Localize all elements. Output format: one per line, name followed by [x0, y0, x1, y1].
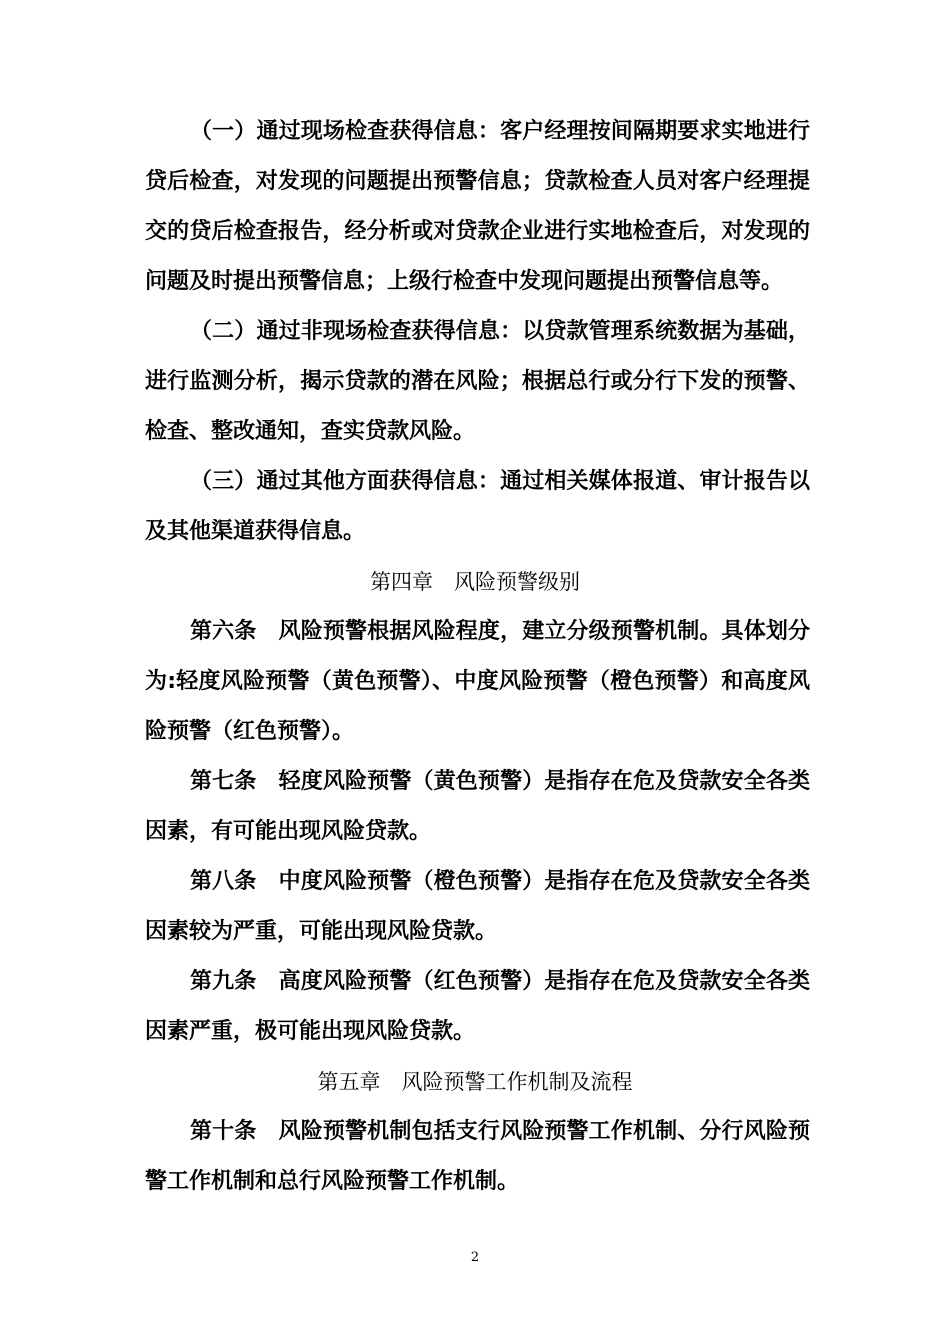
paragraph-line: 检查、整改通知，查实贷款风险。	[145, 419, 476, 444]
paragraph-line: 贷后检查，对发现的问题提出预警信息；贷款检查人员对客户经理提	[145, 169, 810, 194]
paragraph-line: 因素，有可能出现风险贷款。	[145, 819, 432, 844]
paragraph-line: 第六条 风险预警根据风险程度，建立分级预警机制。具体划分	[190, 619, 810, 644]
chapter-heading: 第四章 风险预警级别	[370, 570, 580, 594]
paragraph-line: （一）通过现场检查获得信息：客户经理按间隔期要求实地进行	[190, 119, 810, 144]
paragraph-line: 第八条 中度风险预警（橙色预警）是指存在危及贷款安全各类	[190, 869, 810, 894]
paragraph-line: （二）通过非现场检查获得信息：以贷款管理系统数据为基础，	[190, 319, 810, 344]
paragraph-line: 进行监测分析，揭示贷款的潜在风险；根据总行或分行下发的预警、	[145, 369, 810, 394]
paragraph-line: 及其他渠道获得信息。	[145, 519, 366, 544]
paragraph-line: 第七条 轻度风险预警（黄色预警）是指存在危及贷款安全各类	[190, 769, 810, 794]
paragraph-line: （三）通过其他方面获得信息：通过相关媒体报道、审计报告以	[190, 469, 810, 494]
paragraph-line: 险预警（红色预警）。	[145, 719, 355, 744]
paragraph-line: 因素严重，极可能出现风险贷款。	[145, 1019, 476, 1044]
paragraph-line: 警工作机制和总行风险预警工作机制。	[145, 1169, 520, 1194]
paragraph-line: 第十条 风险预警机制包括支行风险预警工作机制、分行风险预	[190, 1119, 810, 1144]
chapter-heading: 第五章 风险预警工作机制及流程	[317, 1070, 633, 1094]
paragraph-line: 为:轻度风险预警（黄色预警）、中度风险预警（橙色预警）和高度风	[145, 669, 810, 694]
paragraph-line: 第九条 高度风险预警（红色预警）是指存在危及贷款安全各类	[190, 969, 810, 994]
page-number: 2	[470, 1250, 480, 1265]
paragraph-line: 问题及时提出预警信息；上级行检查中发现问题提出预警信息等。	[145, 269, 784, 294]
paragraph-line: 交的贷后检查报告，经分析或对贷款企业进行实地检查后，对发现的	[145, 219, 810, 244]
paragraph-line: 因素较为严重，可能出现风险贷款。	[145, 919, 498, 944]
